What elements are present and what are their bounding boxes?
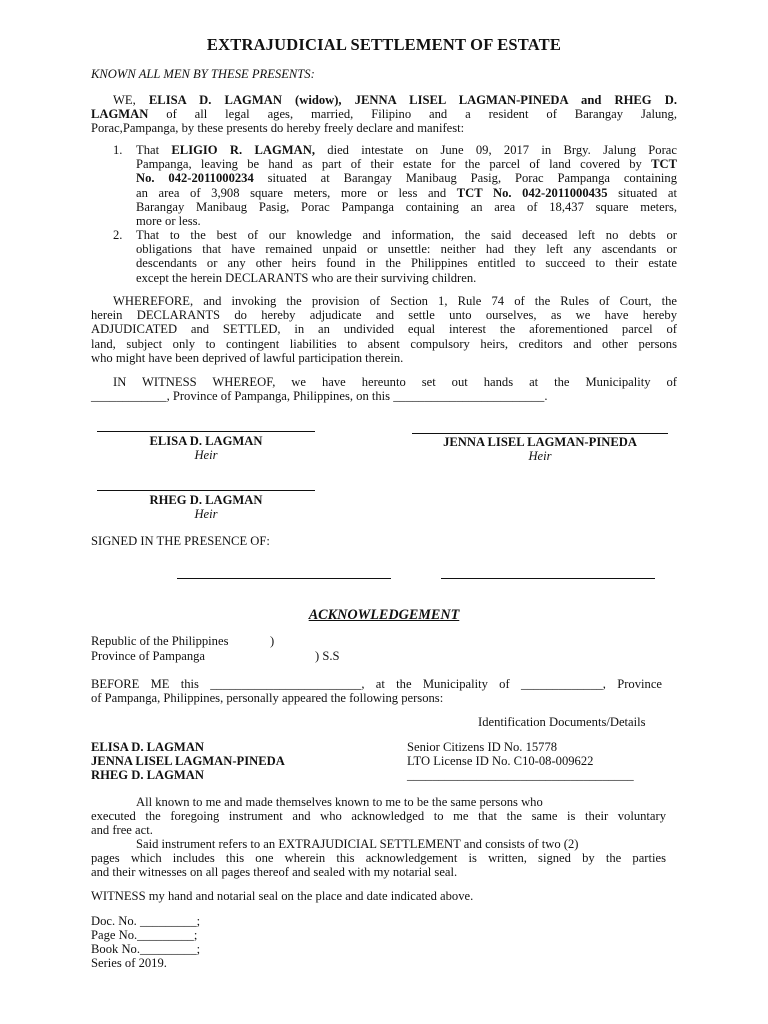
witness-paragraph: IN WITNESS WHEREOF, we have hereunto set out hands at the Municipality of ____________, Province of Pampanga, Philippines, on this ________________________.: [91, 375, 677, 404]
province-label: Province of Pampanga: [91, 649, 206, 663]
known-paragraph: All known to me and made themselves known to me to be the same persons who executed the foregoing instrument and who acknowledged to me that the same is their voluntary and free act.: [91, 795, 666, 838]
signatory-name-jenna: JENNA LISEL LAGMAN-PINEDA: [443, 435, 637, 449]
item-2-text: That to the best of our knowledge and information, the said deceased left no debts or obligations that have remained unpaid or unsettle: neither had they left any ascendants or descendants or any other heirs found in the Philippines entitled to succeed to their estate except the herein DECLARANTS who are their surviving children.: [136, 228, 677, 285]
intro-heading: KNOWN ALL MEN BY THESE PRESENTS:: [91, 67, 315, 81]
item-1-text: That ELIGIO R. LAGMAN, died intestate on June 09, 2017 in Brgy. Jalung Porac Pampanga, leaving be hand as part of their estate for the parcel of land covered by TCT No. 042-2011000234 situated at Barangay Manibaug Pasig, Porac Pampanga containing an area of 3,908 square meters, more or less and TCT No. 042-2011000435 situated at Barangay Manibaug Pasig, Porac Pampanga containing an area of 18,437 square meters, more or less.: [136, 143, 677, 229]
signatory-role-rheg: Heir: [194, 507, 218, 521]
item-2-number: 2.: [113, 228, 123, 242]
series-year: Series of 2019.: [91, 956, 167, 970]
parties-line-2: LAGMAN of all legal ages, married, Filipino and a resident of Barangay Jalung,: [91, 107, 677, 122]
province-ss: ) S.S: [315, 649, 340, 663]
parties-line-3: Porac,Pampanga, by these presents do hereby freely declare and manifest:: [91, 121, 465, 136]
said-instrument-paragraph: Said instrument refers to an EXTRAJUDICIAL SETTLEMENT and consists of two (2) pages which includes this one wherein this acknowledgement is written, signed by the parties and their witnesses on all pages thereof and sealed with my notarial seal.: [91, 837, 666, 880]
signature-line-jenna[interactable]: [412, 433, 668, 434]
person-id-jenna: LTO License ID No. C10-08-009622: [407, 754, 594, 768]
doc-no: Doc. No. _________;: [91, 914, 201, 928]
witness-hand-line: WITNESS my hand and notarial seal on the place and date indicated above.: [91, 889, 474, 903]
person-name-elisa: ELISA D. LAGMAN: [91, 740, 205, 754]
id-documents-header: Identification Documents/Details: [478, 715, 646, 729]
republic-label: Republic of the Philippines: [91, 634, 229, 648]
signatory-role-elisa: Heir: [194, 448, 218, 462]
signed-presence-label: SIGNED IN THE PRESENCE OF:: [91, 534, 270, 548]
signatory-name-elisa: ELISA D. LAGMAN: [149, 434, 263, 448]
signatory-role-jenna: Heir: [528, 449, 552, 463]
acknowledgement-title: ACKNOWLEDGEMENT: [308, 607, 460, 623]
document-title: EXTRAJUDICIAL SETTLEMENT OF ESTATE: [206, 35, 562, 54]
witness-line-2[interactable]: [441, 578, 655, 579]
signature-line-elisa[interactable]: [97, 431, 315, 432]
signatory-name-rheg: RHEG D. LAGMAN: [149, 493, 263, 507]
republic-paren: ): [270, 634, 275, 648]
person-name-rheg: RHEG D. LAGMAN: [91, 768, 204, 782]
signature-line-rheg[interactable]: [97, 490, 315, 491]
parties-line-1: WE, ELISA D. LAGMAN (widow), JENNA LISEL LAGMAN-PINEDA and RHEG D.: [113, 93, 677, 107]
parties-paragraph: [91, 93, 677, 136]
item-1-number: 1.: [113, 143, 123, 157]
person-id-rheg: ____________________________________: [407, 768, 634, 782]
person-name-jenna: JENNA LISEL LAGMAN-PINEDA: [91, 754, 285, 768]
witness-line-1[interactable]: [177, 578, 391, 579]
page-no: Page No._________;: [91, 928, 198, 942]
book-no: Book No._________;: [91, 942, 201, 956]
wherefore-paragraph: WHEREFORE, and invoking the provision of Section 1, Rule 74 of the Rules of Court, the herein DECLARANTS do hereby adjudicate and settle unto ourselves, as we have hereby ADJUDICATED and SETTLED, in an undivided equal interest the aforementioned parcel of land, subject only to contingent liabilities to absent compulsory heirs, creditors and other persons who might have been deprived of lawful participation therein.: [91, 294, 677, 365]
person-id-elisa: Senior Citizens ID No. 15778: [407, 740, 558, 754]
before-me-paragraph: BEFORE ME this ________________________, at the Municipality of _____________, Province of Pampanga, Philippines, personally appeared the following persons:: [91, 677, 662, 706]
